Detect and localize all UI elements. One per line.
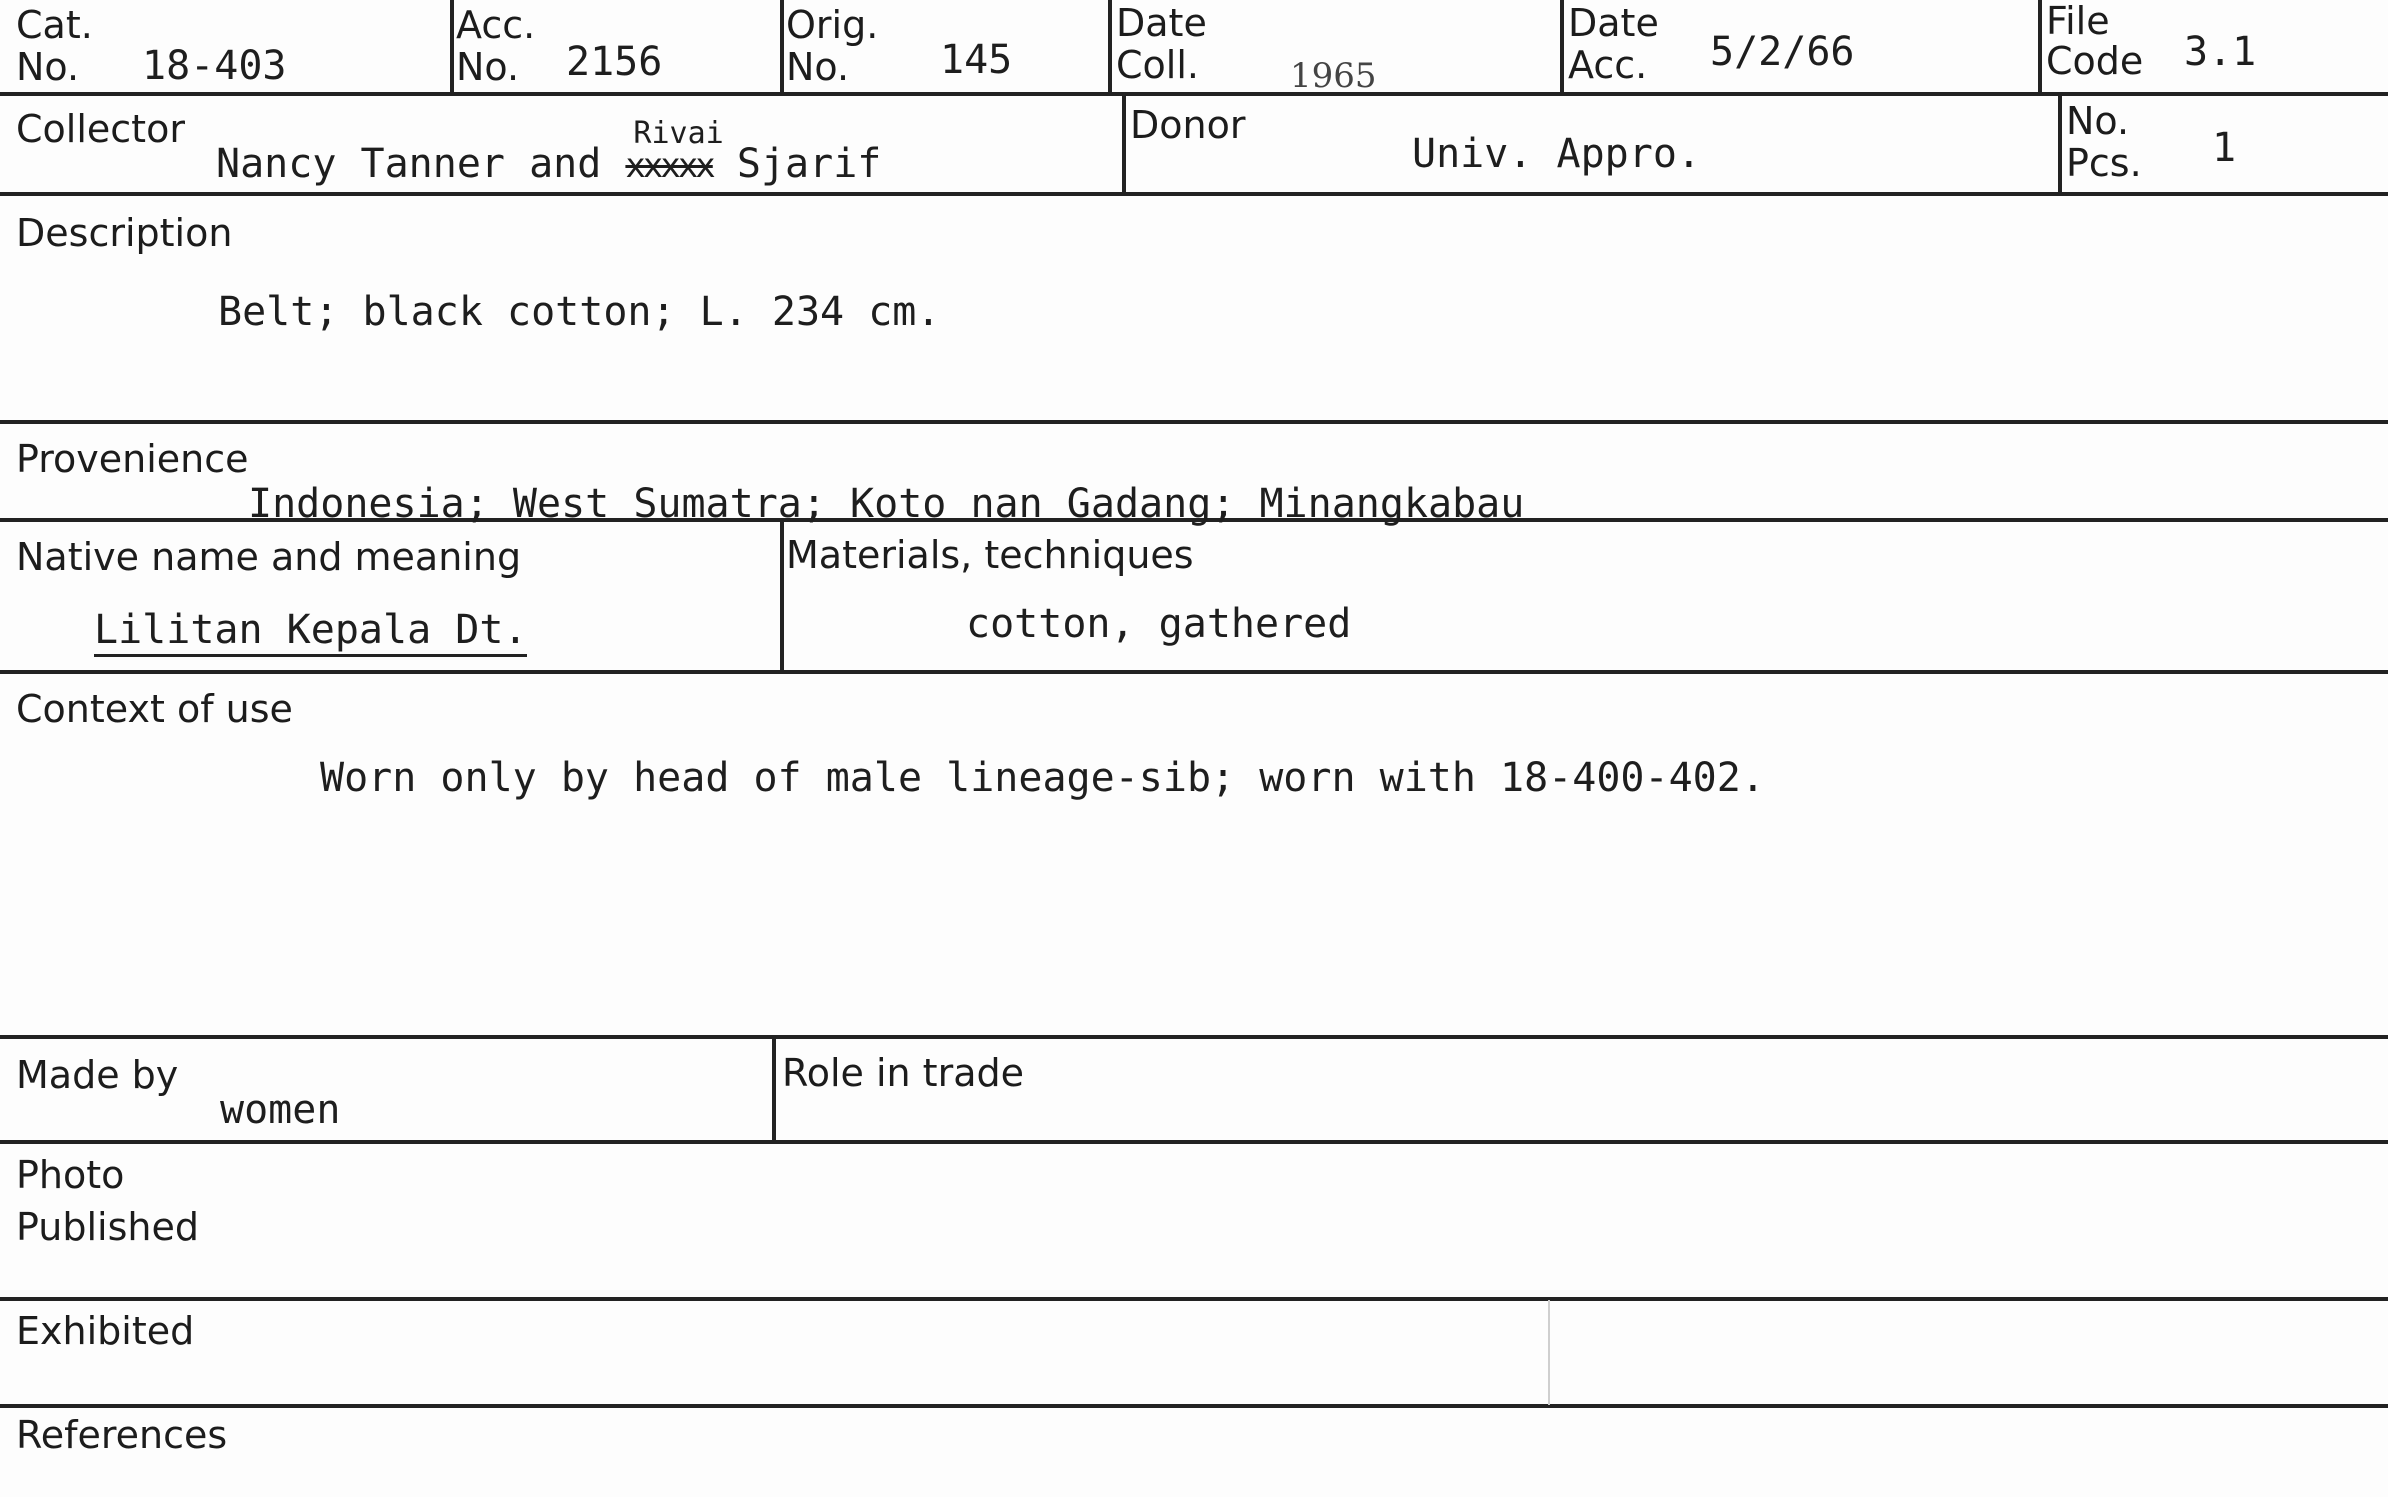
- made-by-value: women: [220, 1087, 341, 1133]
- native-name-value: Lilitan Kepala Dt.: [94, 608, 527, 657]
- collector-value: [216, 116, 882, 188]
- rule-v-cat: [450, 0, 454, 94]
- exhibited-label: Exhibited: [16, 1309, 195, 1353]
- description-label: Description: [16, 211, 233, 255]
- published-label: Published: [16, 1205, 199, 1249]
- rule-header-bottom: [0, 92, 2388, 96]
- pieces-label-1: No.: [2066, 99, 2130, 143]
- donor-label: Donor: [1130, 103, 1246, 147]
- acc-label-1: Acc.: [456, 3, 536, 47]
- rule-v-faint: [1548, 1300, 1550, 1405]
- rule-description-bottom: [0, 420, 2388, 424]
- rule-v-collector: [1122, 94, 1126, 194]
- rule-v-donor: [2058, 94, 2062, 194]
- orig-label-2: No.: [786, 45, 850, 89]
- collector-label: Collector: [16, 107, 185, 151]
- date-acc-label-2: Acc.: [1568, 43, 1648, 87]
- pieces-value: 1: [2212, 125, 2237, 171]
- rule-v-native: [780, 520, 784, 672]
- file-code-value: 3.1: [2184, 29, 2257, 75]
- date-coll-label-1: Date: [1116, 1, 1207, 45]
- description-value: Belt; black cotton; L. 234 cm.: [218, 289, 941, 335]
- file-label-1: File: [2046, 0, 2110, 43]
- collector-inserted-wrap: [625, 116, 724, 188]
- rule-exhibited-bottom: [0, 1404, 2388, 1408]
- date-acc-label-1: Date: [1568, 1, 1659, 45]
- date-acc-value: 5/2/66: [1710, 29, 1855, 75]
- rule-published-bottom: [0, 1297, 2388, 1301]
- collector-inserted-text: Rivai: [633, 116, 724, 151]
- orig-number: 145: [940, 37, 1013, 83]
- rule-v-orig: [1108, 0, 1112, 94]
- provenience-value: Indonesia; West Sumatra; Koto nan Gadang; Minangkabau: [248, 481, 1525, 527]
- provenience-label: Provenience: [16, 437, 249, 481]
- rule-v-madeby: [772, 1037, 776, 1142]
- orig-label-1: Orig.: [786, 3, 879, 47]
- file-label-2: Code: [2046, 39, 2144, 83]
- photo-label: Photo: [16, 1153, 125, 1197]
- rule-collector-bottom: [0, 192, 2388, 196]
- acc-number: 2156: [566, 39, 663, 85]
- role-in-trade-label: Role in trade: [782, 1051, 1024, 1095]
- native-name-label: Native name and meaning: [16, 535, 522, 579]
- rule-native-bottom: [0, 670, 2388, 674]
- context-label: Context of use: [16, 687, 293, 731]
- collector-struck-text: xxxxx: [625, 146, 713, 186]
- rule-context-bottom: [0, 1035, 2388, 1039]
- references-label: References: [16, 1413, 228, 1457]
- rule-madeby-bottom: [0, 1140, 2388, 1144]
- made-by-label: Made by: [16, 1053, 179, 1097]
- materials-value: cotton, gathered: [966, 601, 1352, 647]
- context-value: Worn only by head of male lineage-sib; worn with 18-400-402.: [320, 755, 1765, 801]
- pieces-label-2: Pcs.: [2066, 141, 2142, 185]
- donor-value: Univ. Appro.: [1412, 131, 1701, 177]
- rule-v-datecoll: [1560, 0, 1564, 94]
- date-coll-value: 1965: [1290, 56, 1377, 96]
- collector-value-suffix: Sjarif: [736, 141, 882, 187]
- rule-v-dateacc: [2038, 0, 2042, 94]
- cat-number: 18-403: [142, 43, 287, 89]
- date-coll-label-2: Coll.: [1116, 43, 1199, 87]
- rule-v-acc: [780, 0, 784, 94]
- collector-value-prefix: Nancy Tanner and: [216, 141, 602, 187]
- cat-label-2: No.: [16, 45, 80, 89]
- acc-label-2: No.: [456, 45, 520, 89]
- materials-label: Materials, techniques: [786, 533, 1194, 577]
- cat-label-1: Cat.: [16, 3, 93, 47]
